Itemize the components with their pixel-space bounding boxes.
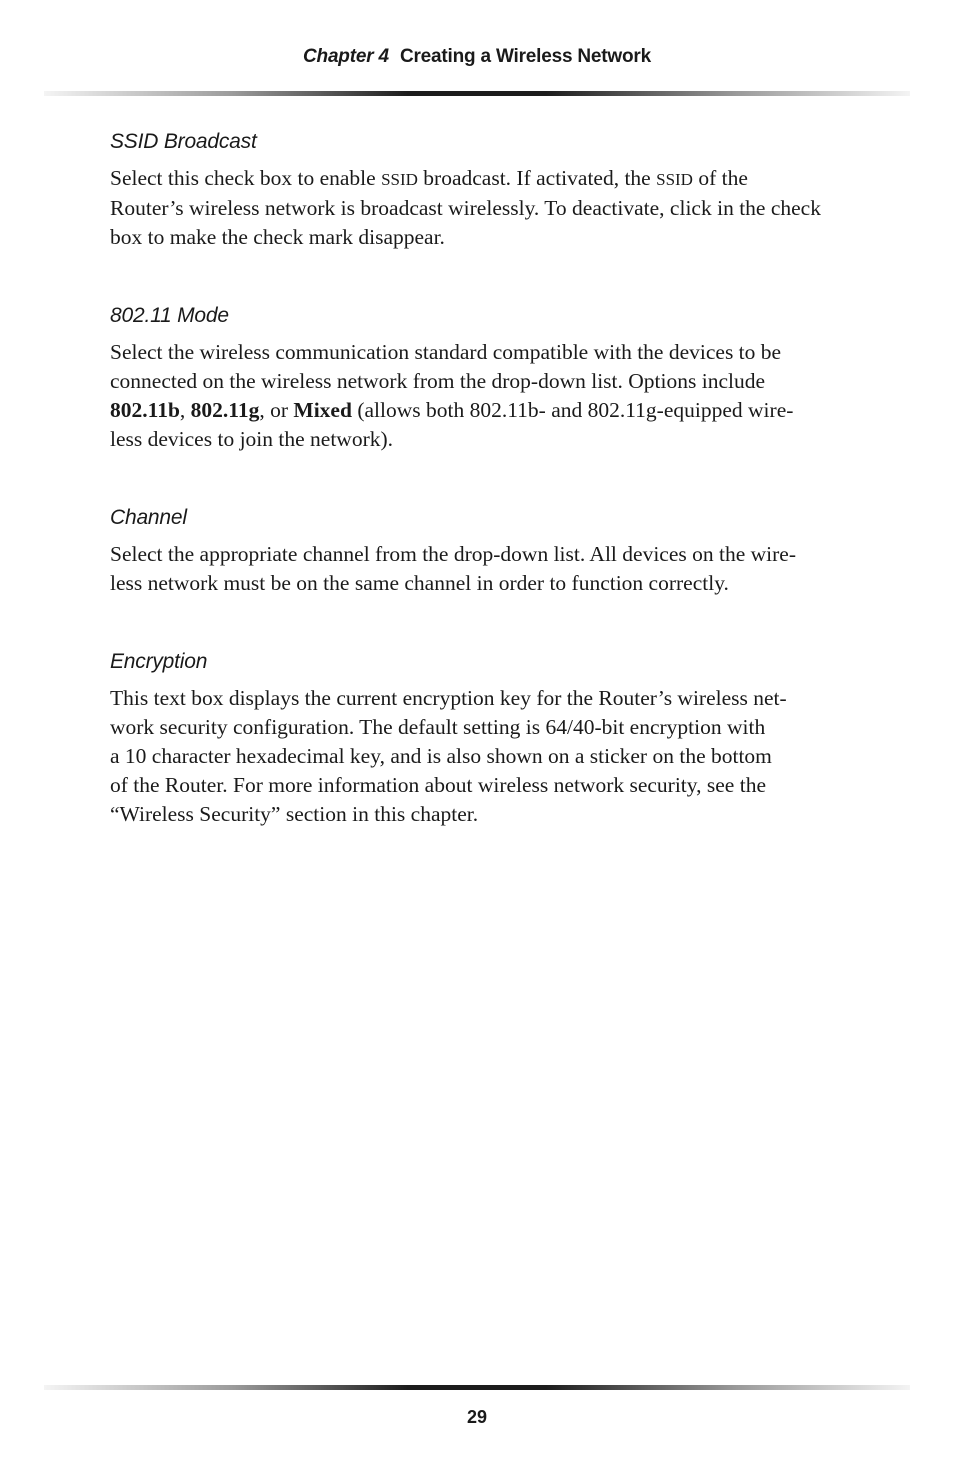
- section-encryption: [110, 648, 870, 829]
- text-run: Select this check box to enable: [110, 166, 382, 190]
- text-line: This text box displays the current encryption key for the Router’s wireless net-: [110, 686, 787, 710]
- text-run: of the: [692, 166, 748, 190]
- text-run: broadcast. If activated, the: [417, 166, 657, 190]
- text-line: “Wireless Security” section in this chapter.: [110, 802, 479, 826]
- section-channel: [110, 504, 870, 598]
- section-body: [110, 540, 870, 598]
- page-number: 29: [466, 1407, 488, 1427]
- text-line: Select the wireless communication standard compatible with the devices to be: [110, 340, 782, 364]
- bold-term: 802.11b: [110, 398, 180, 422]
- section-heading: SSID Broadcast: [110, 130, 257, 153]
- text-run: (allows both 802.11b- and 802.11g-equipped wire-: [351, 398, 794, 422]
- header-rule: [44, 91, 910, 96]
- section-heading: Channel: [110, 506, 187, 529]
- chapter-label: Chapter 4: [303, 46, 389, 67]
- text-run: , or: [259, 398, 294, 422]
- chapter-title: Creating a Wireless Network: [399, 46, 651, 67]
- section-heading: 802.11 Mode: [110, 304, 229, 327]
- running-header: [0, 46, 954, 68]
- small-caps-term: SSID: [656, 170, 693, 189]
- section-body: [110, 164, 870, 252]
- small-caps-term: SSID: [381, 170, 418, 189]
- footer-rule: [44, 1385, 910, 1390]
- text-line: of the Router. For more information about wireless network security, see the: [110, 773, 766, 797]
- page-content: [110, 128, 870, 829]
- text-line: a 10 character hexadecimal key, and is also shown on a sticker on the bottom: [110, 744, 772, 768]
- text-line: work security configuration. The default setting is 64/40-bit encryption with: [110, 715, 766, 739]
- text-run: ,: [179, 398, 191, 422]
- section-80211-mode: [110, 302, 870, 454]
- text-line: Router’s wireless network is broadcast wirelessly. To deactivate, click in the check: [110, 196, 821, 220]
- text-line: connected on the wireless network from the drop-down list. Options include: [110, 369, 766, 393]
- text-line: less network must be on the same channel in order to function correctly.: [110, 571, 729, 595]
- section-body: [110, 338, 870, 454]
- text-line: less devices to join the network).: [110, 427, 394, 451]
- section-heading: Encryption: [110, 650, 208, 673]
- section-ssid-broadcast: [110, 128, 870, 252]
- bold-term: 802.11g: [190, 398, 260, 422]
- bold-term: Mixed: [293, 398, 352, 422]
- text-line: Select the appropriate channel from the drop-down list. All devices on the wire-: [110, 542, 796, 566]
- text-line: box to make the check mark disappear.: [110, 225, 445, 249]
- section-body: [110, 684, 870, 829]
